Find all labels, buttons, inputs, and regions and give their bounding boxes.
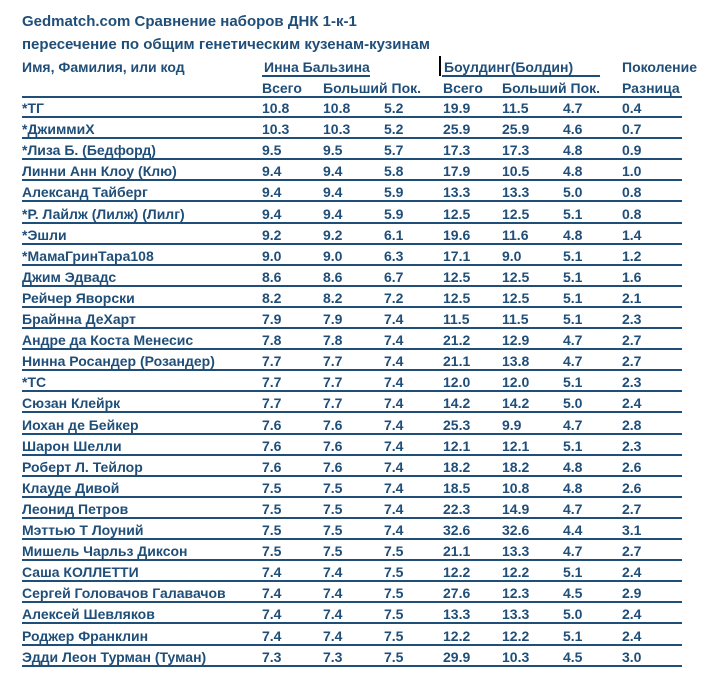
cell-gen-1: 7.4 <box>384 522 404 538</box>
cell-name: *ТГ <box>22 100 44 116</box>
row-underline <box>22 559 682 561</box>
cell-gen-1: 7.4 <box>384 458 404 475</box>
cell-name: Эдди Леон Турман (Туман) <box>22 648 207 665</box>
header-difference: Разница <box>622 80 680 96</box>
cell-largest-1: 7.6 <box>323 458 343 475</box>
cell-total-1: 7.4 <box>262 627 282 644</box>
cell-gen-2: 5.0 <box>563 606 583 623</box>
cell-gen-2: 4.5 <box>563 648 583 665</box>
cell-total-1: 7.4 <box>262 606 282 623</box>
cell-gen-2: 4.5 <box>563 585 583 602</box>
cell-gen-1: 5.9 <box>384 184 404 201</box>
cell-total-1: 7.6 <box>262 437 282 454</box>
cell-total-1: 7.5 <box>262 500 282 517</box>
cell-largest-1: 7.4 <box>323 627 343 644</box>
row-underline <box>22 411 682 413</box>
cell-total-2: 17.9 <box>443 163 471 180</box>
cell-total-1: 7.7 <box>262 353 282 370</box>
cell-gen-2: 4.7 <box>563 416 583 433</box>
cell-largest-1: 7.4 <box>323 585 343 602</box>
row-underline <box>22 200 682 202</box>
cell-name: *ДжиммиХ <box>22 121 95 138</box>
cell-largest-2: 12.1 <box>502 437 530 454</box>
cell-difference: 2.7 <box>622 332 642 349</box>
cell-difference: 2.4 <box>622 564 642 581</box>
row-underline <box>22 179 682 181</box>
cell-gen-2: 4.8 <box>563 479 583 496</box>
row-underline <box>22 158 682 160</box>
cell-largest-1: 8.2 <box>323 289 343 306</box>
cell-gen-2: 4.7 <box>563 100 583 116</box>
cell-gen-1: 5.2 <box>384 121 404 138</box>
cell-total-2: 17.3 <box>443 142 471 159</box>
cell-total-2: 32.6 <box>443 522 471 538</box>
cell-gen-1: 7.4 <box>384 500 404 517</box>
cell-largest-2: 10.3 <box>502 648 530 665</box>
cell-total-2: 19.9 <box>443 100 471 116</box>
cell-gen-1: 7.5 <box>384 585 404 602</box>
cell-total-1: 7.4 <box>262 564 282 581</box>
cell-name: *Р. Лайлж (Лилж) (Лилг) <box>22 205 185 222</box>
cell-largest-1: 7.5 <box>323 500 343 517</box>
cell-largest-2: 12.5 <box>502 289 530 306</box>
cell-largest-1: 10.8 <box>323 100 351 116</box>
cell-largest-1: 9.5 <box>323 142 343 159</box>
header-group-2: Боулдинг(Болдин) <box>444 59 574 75</box>
row-underline <box>22 369 682 371</box>
cell-difference: 2.7 <box>622 500 642 517</box>
cell-largest-2: 10.8 <box>502 479 530 496</box>
title-line-2: пересечение по общим генетическим кузенам-кузинам <box>22 36 430 53</box>
cell-largest-2: 9.9 <box>502 416 522 433</box>
cell-total-1: 9.4 <box>262 184 282 201</box>
cell-gen-2: 5.1 <box>563 289 583 306</box>
cell-total-2: 12.5 <box>443 289 471 306</box>
cell-name: Брайнна ДеХарт <box>22 311 136 327</box>
cell-total-2: 13.3 <box>443 606 471 623</box>
cell-total-2: 11.5 <box>443 311 470 327</box>
row-underline <box>22 580 682 582</box>
cell-gen-1: 7.4 <box>384 416 404 433</box>
cell-total-1: 9.4 <box>262 163 282 180</box>
header-group-1-underline <box>262 75 370 77</box>
cell-total-1: 8.2 <box>262 289 282 306</box>
cell-total-1: 10.8 <box>262 100 290 116</box>
cell-largest-2: 12.2 <box>502 564 530 581</box>
cell-total-1: 7.9 <box>262 311 282 327</box>
cell-gen-2: 4.7 <box>563 332 583 349</box>
cell-total-1: 7.4 <box>262 585 282 602</box>
cell-largest-2: 12.5 <box>502 268 530 285</box>
cell-gen-1: 7.5 <box>384 648 404 665</box>
cell-difference: 1.0 <box>622 163 642 180</box>
header-separator <box>439 56 441 76</box>
cell-difference: 2.4 <box>622 395 642 412</box>
cell-total-2: 18.5 <box>443 479 471 496</box>
cell-largest-2: 12.5 <box>502 205 530 222</box>
cell-gen-2: 5.1 <box>563 627 583 644</box>
cell-difference: 0.7 <box>622 121 642 138</box>
cell-difference: 1.2 <box>622 247 642 264</box>
cell-largest-2: 13.3 <box>502 606 530 623</box>
header-total-2: Всего <box>443 80 483 96</box>
cell-name: Алексей Шевляков <box>22 606 155 623</box>
cell-largest-2: 11.6 <box>502 226 529 243</box>
cell-name: *МамаГринТара108 <box>22 247 154 264</box>
cell-difference: 0.8 <box>622 184 642 201</box>
cell-gen-1: 5.9 <box>384 205 404 222</box>
cell-largest-1: 7.7 <box>323 374 343 391</box>
cell-largest-2: 13.8 <box>502 353 530 370</box>
row-underline <box>22 222 682 224</box>
cell-largest-1: 10.3 <box>323 121 351 138</box>
cell-difference: 0.4 <box>622 100 642 116</box>
cell-difference: 3.0 <box>622 648 642 665</box>
cell-largest-2: 11.5 <box>502 100 529 116</box>
cell-name: *ТС <box>22 374 47 391</box>
header-name: Имя, Фамилия, или код <box>22 59 185 75</box>
cell-name: Клауде Дивой <box>22 479 120 496</box>
header-underline <box>22 96 682 98</box>
cell-gen-2: 4.8 <box>563 226 583 243</box>
cell-total-2: 21.1 <box>443 353 471 370</box>
cell-difference: 2.7 <box>622 353 642 370</box>
row-underline <box>22 665 682 667</box>
cell-gen-2: 4.7 <box>563 543 583 560</box>
row-underline <box>22 306 682 308</box>
cell-largest-2: 14.9 <box>502 500 530 517</box>
cell-gen-1: 5.8 <box>384 163 404 180</box>
cell-largest-2: 12.9 <box>502 332 530 349</box>
cell-gen-2: 5.0 <box>563 184 583 201</box>
cell-difference: 2.1 <box>622 289 642 306</box>
cell-difference: 1.4 <box>622 226 642 243</box>
cell-name: Саша КОЛЛЕТТИ <box>22 564 139 581</box>
cell-total-2: 25.3 <box>443 416 471 433</box>
cell-difference: 2.3 <box>622 311 642 327</box>
cell-largest-2: 10.5 <box>502 163 530 180</box>
cell-largest-1: 9.4 <box>323 163 343 180</box>
cell-gen-1: 5.7 <box>384 142 404 159</box>
cell-name: Джим Эдвадс <box>22 268 117 285</box>
cell-largest-1: 7.5 <box>323 522 343 538</box>
cell-total-2: 12.0 <box>443 374 471 391</box>
cell-name: Нинна Росандер (Розандер) <box>22 353 215 370</box>
cell-largest-2: 12.0 <box>502 374 530 391</box>
cell-largest-2: 9.0 <box>502 247 522 264</box>
row-underline <box>22 475 682 477</box>
cell-name: Александ Тайберг <box>22 184 148 201</box>
cell-largest-2: 12.2 <box>502 627 530 644</box>
cell-total-2: 19.6 <box>443 226 471 243</box>
cell-total-2: 12.5 <box>443 205 471 222</box>
cell-gen-1: 7.4 <box>384 332 404 349</box>
cell-gen-1: 6.7 <box>384 268 404 285</box>
cell-total-1: 9.2 <box>262 226 282 243</box>
header-group-2-underline <box>442 75 600 77</box>
cell-total-2: 12.2 <box>443 564 471 581</box>
header-largest-2: Больший Пок. <box>502 80 601 96</box>
title-line-1: Gedmatch.com Сравнение наборов ДНК 1-к-1 <box>22 13 357 30</box>
cell-total-2: 14.2 <box>443 395 471 412</box>
cell-gen-2: 5.0 <box>563 395 583 412</box>
cell-largest-1: 7.8 <box>323 332 343 349</box>
row-underline <box>22 264 682 266</box>
row-underline <box>22 137 682 139</box>
cell-name: Роберт Л. Тейлор <box>22 458 143 475</box>
cell-largest-1: 9.4 <box>323 184 343 201</box>
cell-largest-2: 25.9 <box>502 121 530 138</box>
row-underline <box>22 390 682 392</box>
cell-name: Леонид Петров <box>22 500 129 517</box>
cell-gen-2: 4.7 <box>563 500 583 517</box>
cell-total-2: 17.1 <box>443 247 471 264</box>
cell-total-2: 29.9 <box>443 648 471 665</box>
cell-gen-1: 5.2 <box>384 100 404 116</box>
cell-largest-2: 17.3 <box>502 142 530 159</box>
cell-gen-2: 4.4 <box>563 522 583 538</box>
cell-gen-2: 4.7 <box>563 353 583 370</box>
cell-difference: 0.8 <box>622 205 642 222</box>
cell-difference: 3.1 <box>622 522 642 538</box>
cell-difference: 2.7 <box>622 543 642 560</box>
cell-gen-1: 7.2 <box>384 289 404 306</box>
cell-total-1: 9.4 <box>262 205 282 222</box>
cell-difference: 2.6 <box>622 458 642 475</box>
cell-gen-1: 7.4 <box>384 395 404 412</box>
cell-gen-2: 5.1 <box>563 268 583 285</box>
cell-total-1: 9.0 <box>262 247 282 264</box>
cell-total-2: 21.2 <box>443 332 471 349</box>
cell-difference: 2.4 <box>622 627 642 644</box>
cell-largest-1: 7.7 <box>323 395 343 412</box>
header-group-1: Инна Бальзина <box>264 59 370 75</box>
cell-largest-1: 7.3 <box>323 648 343 665</box>
cell-gen-2: 5.1 <box>563 247 583 264</box>
row-underline <box>22 327 682 329</box>
cell-name: Рейчер Яворски <box>22 289 135 306</box>
cell-total-1: 7.3 <box>262 648 282 665</box>
cell-largest-1: 9.2 <box>323 226 343 243</box>
cell-gen-1: 7.5 <box>384 627 404 644</box>
cell-gen-2: 5.1 <box>563 564 583 581</box>
cell-largest-1: 7.7 <box>323 353 343 370</box>
cell-gen-2: 5.1 <box>563 437 583 454</box>
cell-difference: 2.6 <box>622 479 642 496</box>
cell-largest-1: 7.5 <box>323 543 343 560</box>
row-underline <box>22 348 682 350</box>
cell-largest-1: 7.9 <box>323 311 343 327</box>
cell-largest-2: 18.2 <box>502 458 530 475</box>
cell-total-1: 10.3 <box>262 121 290 138</box>
row-underline <box>22 116 682 118</box>
cell-name: Мишель Чарльз Диксон <box>22 543 188 560</box>
cell-gen-1: 7.4 <box>384 437 404 454</box>
cell-gen-1: 7.4 <box>384 479 404 496</box>
cell-gen-2: 4.8 <box>563 163 583 180</box>
cell-total-1: 8.6 <box>262 268 282 285</box>
cell-largest-1: 7.4 <box>323 564 343 581</box>
cell-total-1: 7.5 <box>262 522 282 538</box>
row-underline <box>22 433 682 435</box>
cell-gen-1: 7.5 <box>384 543 404 560</box>
cell-gen-2: 4.8 <box>563 458 583 475</box>
header-largest-1: Больший Пок. <box>323 80 422 96</box>
cell-total-2: 25.9 <box>443 121 471 138</box>
cell-largest-1: 9.0 <box>323 247 343 264</box>
cell-name: Мэттью Т Лоуний <box>22 522 144 538</box>
cell-name: Линни Анн Клоу (Клю) <box>22 163 177 180</box>
cell-largest-2: 12.3 <box>502 585 530 602</box>
row-underline <box>22 243 682 245</box>
cell-total-1: 7.6 <box>262 416 282 433</box>
row-underline <box>22 496 682 498</box>
cell-largest-2: 11.5 <box>502 311 529 327</box>
cell-total-2: 21.1 <box>443 543 471 560</box>
cell-name: *Эшли <box>22 226 67 243</box>
row-underline <box>22 517 682 519</box>
cell-gen-1: 7.4 <box>384 353 404 370</box>
cell-name: Сюзан Клейрк <box>22 395 121 412</box>
cell-name: Иохан де Бейкер <box>22 416 139 433</box>
cell-largest-2: 14.2 <box>502 395 530 412</box>
cell-total-2: 13.3 <box>443 184 471 201</box>
cell-largest-2: 13.3 <box>502 543 530 560</box>
cell-largest-1: 7.6 <box>323 416 343 433</box>
cell-gen-1: 7.5 <box>384 606 404 623</box>
cell-name: *Лиза Б. (Бедфорд) <box>22 142 156 159</box>
cell-largest-1: 8.6 <box>323 268 343 285</box>
row-underline <box>22 644 682 646</box>
header-generation: Поколение <box>622 59 697 75</box>
cell-total-1: 7.5 <box>262 479 282 496</box>
cell-gen-2: 5.1 <box>563 205 583 222</box>
cell-name: Шарон Шелли <box>22 437 122 454</box>
cell-largest-1: 7.5 <box>323 479 343 496</box>
row-underline <box>22 622 682 624</box>
cell-total-1: 7.7 <box>262 395 282 412</box>
cell-name: Сергей Головачов Галавачов <box>22 585 226 602</box>
cell-gen-1: 7.5 <box>384 564 404 581</box>
cell-total-1: 7.5 <box>262 543 282 560</box>
cell-largest-2: 13.3 <box>502 184 530 201</box>
cell-total-1: 7.6 <box>262 458 282 475</box>
cell-total-2: 22.3 <box>443 500 471 517</box>
header-total-1: Всего <box>262 80 302 96</box>
cell-total-2: 18.2 <box>443 458 471 475</box>
cell-total-2: 12.5 <box>443 268 471 285</box>
cell-gen-1: 6.1 <box>384 226 404 243</box>
cell-largest-1: 9.4 <box>323 205 343 222</box>
cell-gen-2: 4.6 <box>563 121 583 138</box>
cell-difference: 2.3 <box>622 374 642 391</box>
cell-difference: 1.6 <box>622 268 642 285</box>
cell-total-2: 27.6 <box>443 585 471 602</box>
cell-difference: 2.3 <box>622 437 642 454</box>
cell-total-2: 12.1 <box>443 437 471 454</box>
cell-largest-2: 32.6 <box>502 522 530 538</box>
row-underline <box>22 538 682 540</box>
cell-difference: 2.4 <box>622 606 642 623</box>
cell-largest-1: 7.6 <box>323 437 343 454</box>
row-underline <box>22 601 682 603</box>
row-underline <box>22 285 682 287</box>
row-underline <box>22 454 682 456</box>
cell-gen-2: 5.1 <box>563 374 583 391</box>
cell-gen-2: 5.1 <box>563 311 583 327</box>
cell-largest-1: 7.4 <box>323 606 343 623</box>
cell-total-2: 12.2 <box>443 627 471 644</box>
cell-gen-1: 7.4 <box>384 374 404 391</box>
cell-difference: 2.9 <box>622 585 642 602</box>
cell-total-1: 9.5 <box>262 142 282 159</box>
cell-total-1: 7.7 <box>262 374 282 391</box>
cell-gen-2: 4.8 <box>563 142 583 159</box>
cell-difference: 0.9 <box>622 142 642 159</box>
cell-name: Андре да Коста Менесис <box>22 332 194 349</box>
cell-gen-1: 6.3 <box>384 247 404 264</box>
cell-name: Роджер Франклин <box>22 627 149 644</box>
cell-gen-1: 7.4 <box>384 311 404 327</box>
cell-total-1: 7.8 <box>262 332 282 349</box>
cell-difference: 2.8 <box>622 416 642 433</box>
